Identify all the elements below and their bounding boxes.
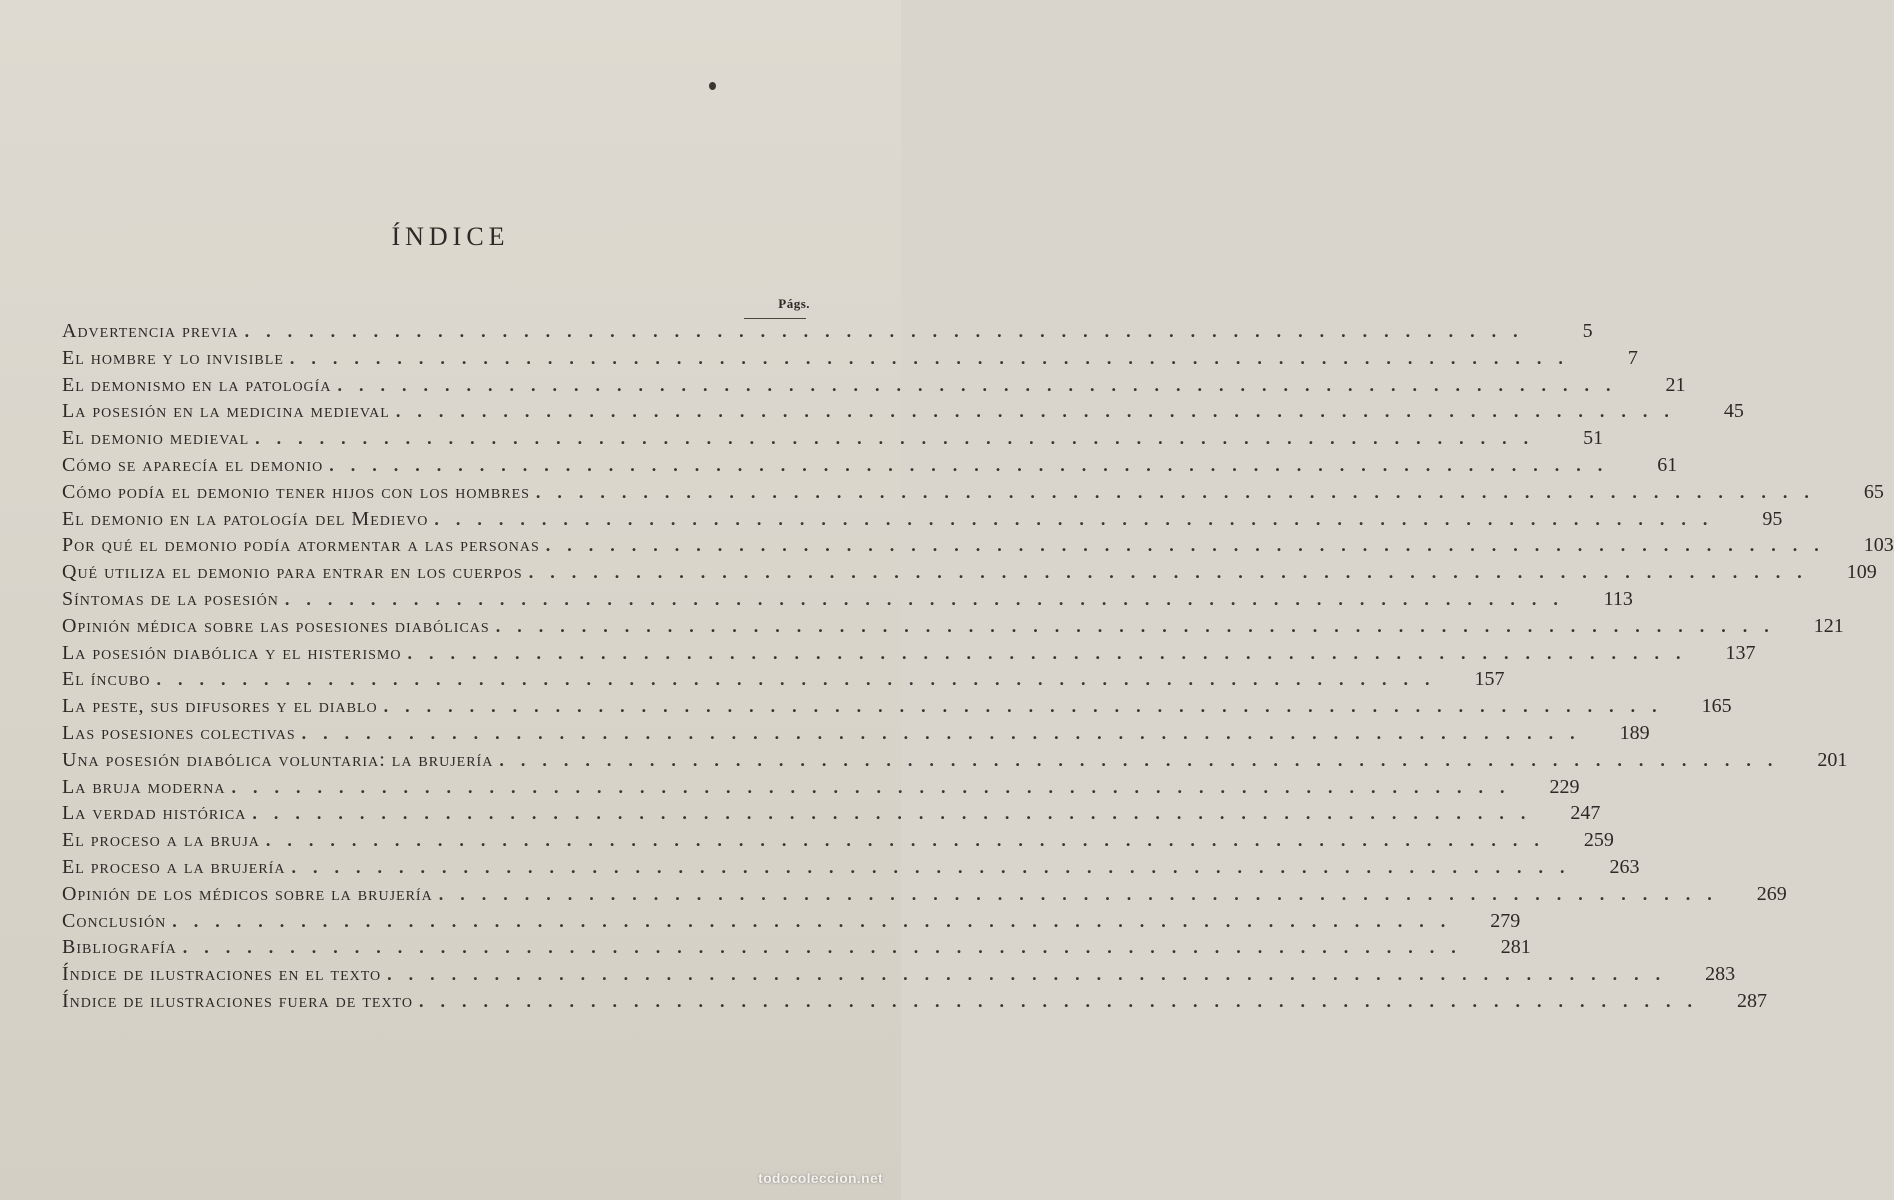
ink-speck [709, 82, 716, 90]
toc-entry-page-number: 157 [1474, 668, 1505, 691]
toc-entry-page-number: 5 [1582, 320, 1593, 342]
dot-leader: ............................................................ [434, 508, 1725, 529]
toc-entry-page-number: 113 [1603, 587, 1633, 610]
dot-leader: ............................................................ [231, 776, 1522, 797]
toc-entry-page-number: 259 [1583, 829, 1614, 852]
toc-entry-page-number: 247 [1570, 802, 1601, 825]
dot-leader: ............................................................ [172, 910, 1463, 931]
toc-entry-title: La posesión diabólica y el histerismo [62, 641, 402, 664]
toc-entry [62, 479, 1884, 506]
dot-leader: ............................................................ [284, 588, 1575, 609]
toc-entry-title: La posesión en la medicina medieval [62, 400, 390, 423]
toc-entry-title: La peste, sus difusores y el diablo [62, 695, 378, 718]
dot-leader: ............................................................ [156, 669, 1447, 690]
toc-entry-page-number: 269 [1756, 882, 1787, 905]
toc-entry-title: Cómo podía el demonio tener hijos con los hombres [62, 480, 530, 503]
toc-entry [62, 854, 1640, 881]
toc-entry-title: Conclusión [62, 909, 167, 932]
toc-entry-title: El demonio medieval [62, 427, 250, 450]
toc-entry [62, 800, 1601, 827]
toc-entry-title: El proceso a la brujería [62, 855, 286, 878]
toc-entry-page-number: 45 [1723, 400, 1744, 423]
toc-entry-title: Índice de ilustraciones en el texto [62, 963, 382, 986]
dot-leader: ............................................................ [265, 830, 1556, 851]
pages-column-header: Págs. [778, 296, 810, 311]
toc-entry-page-number: 287 [1736, 989, 1767, 1012]
toc-entry-page-number: 283 [1705, 963, 1736, 986]
dot-leader: ............................................................ [495, 615, 1786, 636]
toc-entry [62, 425, 1604, 452]
toc-entry-title: Opinión de los médicos sobre la brujería [62, 882, 433, 905]
toc-entry-title: El demonio en la patología del Medievo [62, 507, 429, 530]
toc-entry [62, 640, 1756, 667]
watermark: todocoleccion.net [758, 1170, 883, 1186]
toc-entry-page-number: 263 [1609, 855, 1640, 878]
toc-entry-title: La bruja moderna [62, 775, 226, 798]
dot-leader: ............................................................ [244, 321, 1535, 341]
toc-entry [62, 452, 1678, 479]
toc-entry [62, 318, 1593, 345]
dot-leader: ............................................................ [301, 722, 1592, 743]
toc-entry-page-number: 95 [1762, 507, 1783, 530]
toc-entry-page-number: 7 [1627, 346, 1638, 369]
dot-leader: ............................................................ [528, 562, 1819, 583]
toc-entry-title: Bibliografía [62, 936, 177, 959]
toc-entry [62, 988, 1767, 1015]
toc-entry-title: Opinión médica sobre las posesiones diabólicas [62, 614, 490, 637]
toc-entry-title: Índice de ilustraciones fuera de texto [62, 989, 413, 1012]
toc-entry-page-number: 189 [1619, 721, 1650, 744]
toc-entry-page-number: 165 [1701, 695, 1732, 718]
toc-entry-page-number: 51 [1583, 427, 1604, 450]
dot-leader: ............................................................ [499, 749, 1790, 770]
toc-entry-title: Las posesiones colectivas [62, 721, 296, 744]
dot-leader: ............................................................ [545, 535, 1836, 556]
toc-entry [62, 613, 1844, 640]
toc-entry-title: El hombre y lo invisible [62, 346, 284, 369]
dot-leader: ............................................................ [182, 937, 1473, 958]
dot-leader: ............................................................ [255, 428, 1546, 449]
toc-entry [62, 693, 1732, 720]
toc-entry [62, 961, 1736, 988]
table-of-contents [62, 318, 1894, 1015]
toc-entry-page-number: 103 [1863, 534, 1894, 557]
toc-entry [62, 586, 1633, 613]
toc-entry-page-number: 279 [1490, 909, 1521, 932]
dot-leader: ............................................................ [252, 803, 1543, 824]
dot-leader: ............................................................ [387, 964, 1678, 985]
toc-entry [62, 720, 1650, 747]
page-title: ÍNDICE [391, 222, 510, 251]
dot-leader: ............................................................ [329, 454, 1620, 475]
toc-entry-title: Advertencia previa [62, 320, 239, 342]
toc-entry-page-number: 281 [1500, 936, 1531, 959]
dot-leader: ............................................................ [337, 374, 1628, 395]
dot-leader: ............................................................ [438, 883, 1729, 904]
dot-leader: ............................................................ [291, 856, 1582, 877]
dot-leader: ............................................................ [383, 696, 1674, 717]
toc-entry [62, 532, 1894, 559]
toc-entry [62, 774, 1580, 801]
toc-entry [62, 372, 1686, 399]
toc-entry-title: Una posesión diabólica voluntaria: la brujería [62, 748, 494, 771]
toc-entry-title: Cómo se aparecía el demonio [62, 453, 324, 476]
toc-entry [62, 666, 1505, 693]
toc-entry-title: Qué utiliza el demonio para entrar en los cuerpos [62, 561, 523, 584]
toc-entry-page-number: 201 [1817, 748, 1848, 771]
toc-entry-page-number: 61 [1657, 453, 1678, 476]
toc-entry [62, 747, 1848, 774]
toc-entry-title: Por qué el demonio podía atormentar a las personas [62, 534, 540, 557]
toc-entry-page-number: 137 [1725, 641, 1756, 664]
toc-entry [62, 506, 1783, 533]
toc-entry-page-number: 21 [1665, 373, 1686, 396]
toc-entry-title: El íncubo [62, 668, 151, 691]
toc-entry-title: La verdad histórica [62, 802, 247, 825]
dot-leader: ............................................................ [407, 642, 1698, 663]
toc-entry-title: El proceso a la bruja [62, 829, 260, 852]
dot-leader: ............................................................ [418, 990, 1709, 1011]
toc-entry [62, 345, 1638, 372]
toc-entry [62, 881, 1787, 908]
toc-entry [62, 908, 1521, 935]
toc-entry [62, 934, 1531, 961]
toc-entry [62, 827, 1614, 854]
dot-leader: ............................................................ [535, 481, 1826, 502]
toc-entry-title: Síntomas de la posesión [62, 587, 279, 610]
toc-entry-page-number: 109 [1846, 561, 1877, 584]
toc-entry [62, 559, 1877, 586]
toc-entry-page-number: 121 [1813, 614, 1844, 637]
dot-leader: ............................................................ [395, 401, 1686, 422]
toc-entry [62, 398, 1744, 425]
toc-entry-page-number: 229 [1549, 775, 1580, 798]
dot-leader: ............................................................ [289, 347, 1580, 368]
toc-entry-page-number: 65 [1863, 480, 1884, 503]
toc-entry-title: El demonismo en la patología [62, 373, 332, 396]
